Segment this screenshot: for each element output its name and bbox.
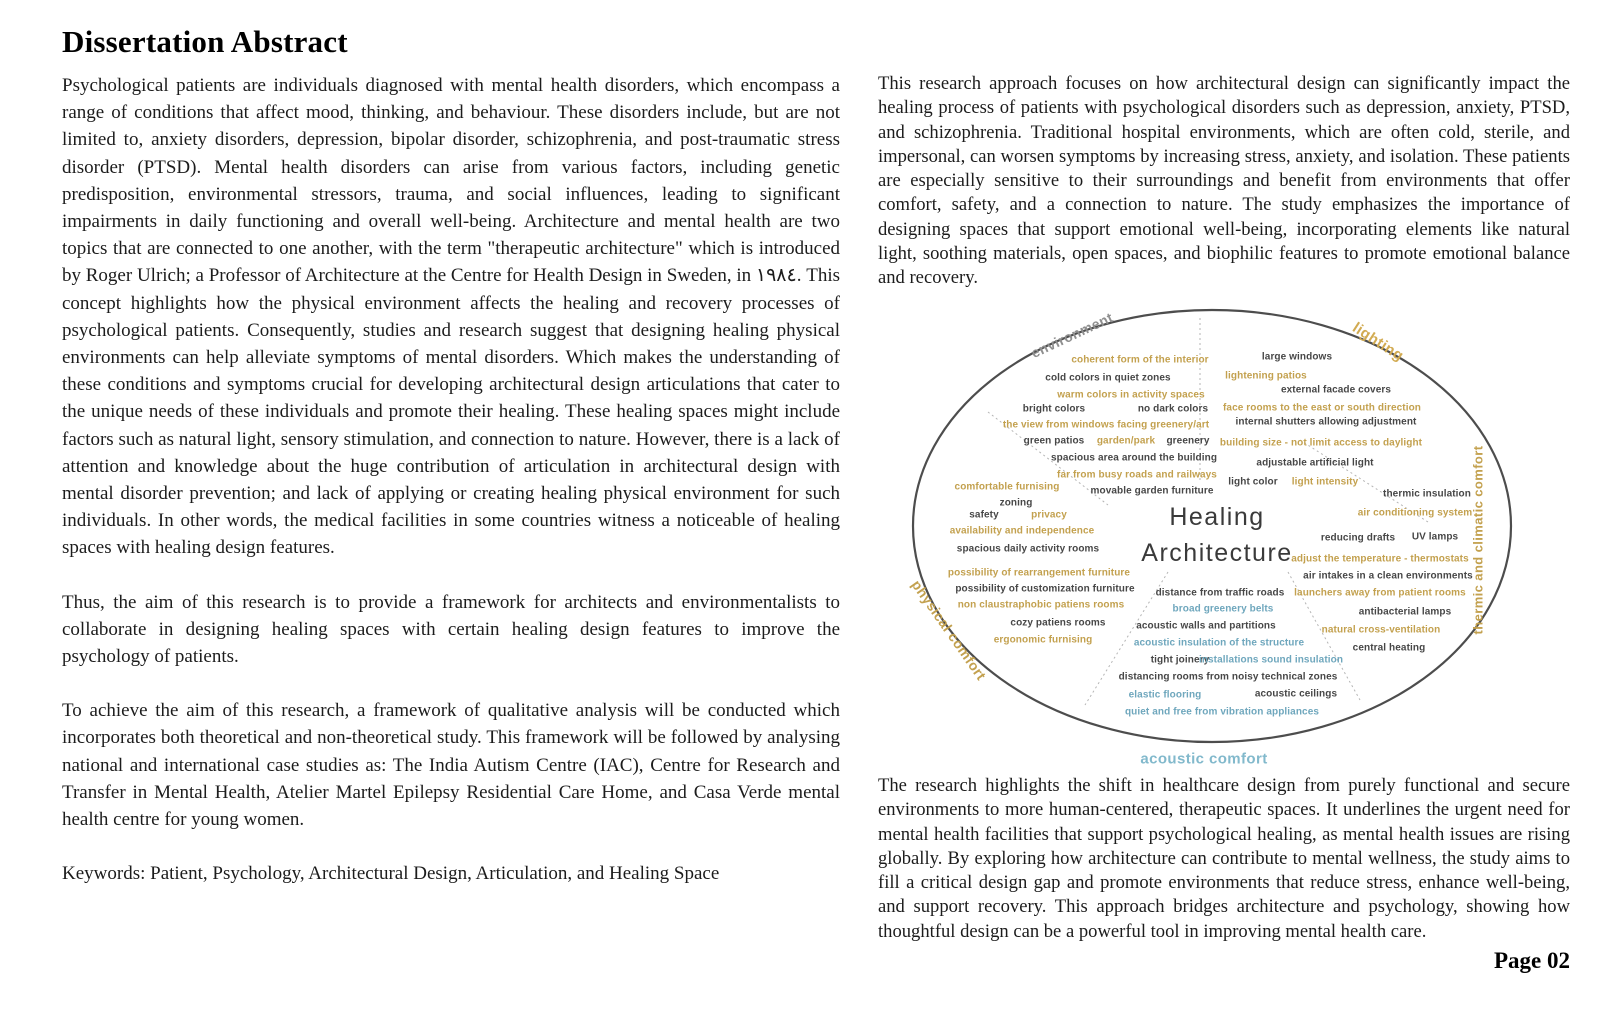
diagram-item: air conditioning system (1357, 507, 1473, 519)
section-label-thermic-and-climatic-comfort: thermic and climatic comfort (1470, 445, 1486, 635)
diagram-item: bright colors (1022, 403, 1086, 415)
research-approach-paragraph: This research approach focuses on how architectural design can significantly impact the healing process of patients with psychological disorders such as depression, anxiety, PTSD, and schizophrenia. Traditional hospital environments, which are often cold, sterile, and impersonal, can worsen symptoms by increasing stress, anxiety, and isolation. These patients are especially sensitive to their surroundings and benefit from environments that offer comfort, safety, and a connection to nature. The study emphasizes the importance of designing spaces that support emotional well-being, incorporating elements like natural light, soothing materials, open spaces, and biophilic features to promote emotional balance and recovery. (878, 73, 1570, 289)
abstract-paragraph-2: Thus, the aim of this research is to provide a framework for architects and environmentalists to collaborate in designing healing spaces with certain healing design features to improve the psychology of patients. (62, 591, 840, 668)
diagram-item: safety (969, 509, 999, 521)
diagram-item: cold colors in quiet zones (1045, 372, 1171, 384)
diagram-item: spacious area around the building (1050, 452, 1218, 464)
diagram-item: external facade covers (1280, 384, 1392, 396)
diagram-item: distancing rooms from noisy technical zones (1118, 671, 1338, 683)
diagram-item: comfortable furnising (954, 481, 1060, 493)
diagram-item: non claustraphobic patiens rooms (957, 599, 1125, 611)
section-label-environment: environment (1028, 309, 1116, 361)
diagram-item: ergonomic furnising (993, 634, 1093, 646)
diagram-item: launchers away from patient rooms (1294, 587, 1466, 599)
diagram-item: elastic flooring (1128, 689, 1202, 701)
diagram-item: lightening patios (1225, 370, 1307, 382)
diagram-item: spacious daily activity rooms (956, 543, 1100, 555)
section-label-acoustic-comfort: acoustic comfort (1140, 750, 1268, 768)
page-number: Page 02 (1493, 948, 1570, 973)
diagram-item: distance from traffic roads (1155, 587, 1285, 599)
abstract-paragraph-1: Psychological patients are individuals diagnosed with mental health disorders, which encompass a range of conditions that affect mood, thinking, and behaviour. These disorders include, but are not limited to, anxiety disorders, depression, bipolar disorder, schizophrenia, and post-traumatic stress disorder (PTSD). Mental health disorders can arise from various factors, including genetic predisposition, environmental stressors, trauma, and social influences, leading to significant impairments in daily functioning and overall well-being. Architecture and mental health are two topics that are connected to one another, with the term "therapeutic architecture" which is introduced by Roger Ulrich; a Professor of Architecture at the Centre for Health Design in Sweden, in ١٩٨٤. This concept highlights how the physical environment affects the healing and recovery processes of psychological patients. Consequently, studies and research suggest that designing healing physical environments can help alleviate symptoms of mental disorders. Which makes the understanding of these conditions and symptoms crucial for developing architectural design articulations that cater to the unique needs of these individuals and promote their healing. These healing spaces might include factors such as natural light, sensory stimulation, and connection to nature. However, there is a lack of attention and knowledge about the huge contribution of articulation in architectural design with mental disorder prevention; and lack of applying or creating healing physical environment for such individuals. In other words, the medical facilities in some countries witness a noticeable of healing spaces with healing design features. (62, 75, 841, 559)
diagram-item: light intensity (1291, 476, 1359, 488)
diagram-item: garden/park (1096, 435, 1156, 447)
diagram-item: zoning (999, 497, 1033, 509)
diagram-item: acoustic insulation of the structure (1133, 637, 1305, 649)
diagram-item: large windows (1261, 351, 1333, 363)
diagram-item: greenery (1166, 435, 1210, 447)
diagram-item: movable garden furniture (1090, 485, 1214, 497)
diagram-item: antibacterial lamps (1358, 606, 1452, 618)
diagram-item: natural cross-ventilation (1321, 624, 1441, 636)
diagram-item: tight joinery (1150, 654, 1210, 666)
diagram-item: adjust the temperature - thermostats (1291, 553, 1469, 565)
diagram-item: no dark colors (1137, 403, 1209, 415)
diagram-center-title (1141, 499, 1292, 571)
healing-architecture-diagram (878, 300, 1570, 772)
diagram-item: quiet and free from vibration appliances (1124, 706, 1320, 718)
diagram-item: reducing drafts (1320, 532, 1396, 544)
section-label-lighting: lighting (1349, 319, 1407, 365)
left-column (62, 24, 840, 887)
diagram-item: light color (1228, 476, 1278, 488)
diagram-item: central heating (1352, 642, 1426, 654)
diagram-item: internal shutters allowing adjustment (1235, 416, 1417, 428)
diagram-item: broad greenery belts (1172, 603, 1274, 615)
diagram-item: privacy (1031, 509, 1067, 521)
diagram-center-line1: Healing (1169, 503, 1265, 531)
diagram-item: possibility of rearrangement furniture (947, 567, 1131, 579)
diagram-item: green patios (1023, 435, 1085, 447)
page-title: Dissertation Abstract (62, 24, 348, 59)
diagram-item: coherent form of the interior (1071, 354, 1209, 366)
diagram-item: availability and independence (949, 525, 1095, 537)
diagram-item: face rooms to the east or south direction (1222, 402, 1422, 414)
diagram-item: UV lamps (1411, 531, 1459, 543)
research-highlights-paragraph: The research highlights the shift in healthcare design from purely functional and secure environments to more human-centered, therapeutic spaces. It underlines the urgent need for mental health facilities that support psychological healing, as mental health issues are rising globally. By exploring how architecture can contribute to mental wellness, the study aims to fill a critical design gap and promote environments that reduce stress, enhance well-being, and support recovery. This approach bridges architecture and psychology, showing how thoughtful design can be a powerful tool in improving mental health care. (878, 775, 1570, 942)
diagram-item: adjustable artificial light (1256, 457, 1374, 469)
section-label-physical-comfort: physical comfort (908, 576, 990, 684)
right-column (878, 72, 1570, 1027)
diagram-item: thermic insulation (1383, 488, 1471, 500)
diagram-item: acoustic walls and partitions (1136, 620, 1276, 632)
diagram-item: the view from windows facing greenery/art (1002, 419, 1210, 431)
keywords-line: Keywords: Patient, Psychology, Architectural Design, Articulation, and Healing Space (62, 863, 720, 885)
diagram-center-line2: Architecture (1141, 539, 1293, 567)
abstract-paragraph-3: To achieve the aim of this research, a framework of qualitative analysis will be conducted which incorporates both theoretical and non-theoretical study. This framework will be followed by analysing national and international case studies as: The India Autism Centre (IAC), Centre for Research and Transfer in Mental Health, Atelier Martel Epilepsy Residential Care Home, and Casa Verde mental health centre for young women. (62, 700, 840, 831)
diagram-item: air intakes in a clean environments (1303, 570, 1473, 582)
diagram-item: warm colors in activity spaces (1057, 389, 1205, 401)
diagram-item: acoustic ceilings (1254, 688, 1338, 700)
diagram-item: far from busy roads and railways (1057, 469, 1217, 481)
diagram-item: installations sound insulation (1198, 654, 1344, 666)
diagram-item: building size - not limit access to daylight (1219, 437, 1423, 449)
diagram-item: cozy patiens rooms (1010, 617, 1106, 629)
diagram-item: possibility of customization furniture (955, 583, 1135, 595)
